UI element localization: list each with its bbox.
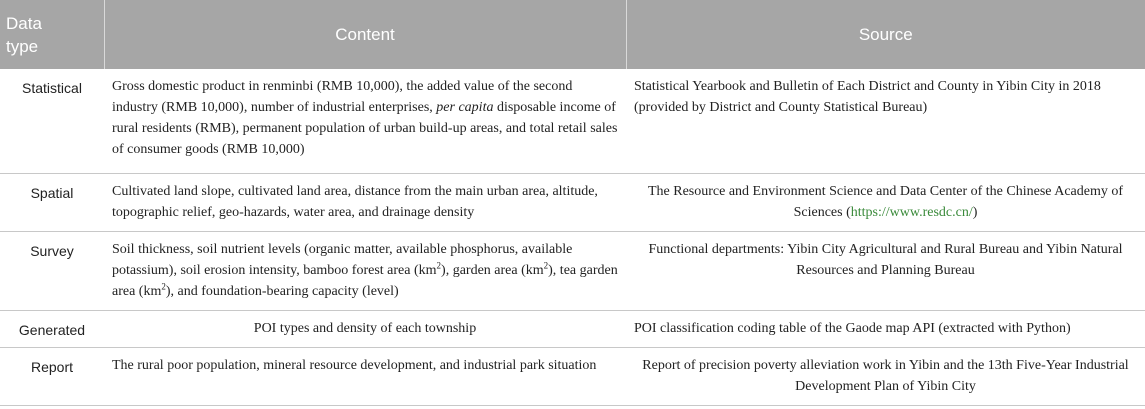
content-part: ), and foundation-bearing capacity (level) (165, 284, 399, 299)
row-type: Report (0, 348, 104, 406)
table-row-survey (0, 232, 1145, 311)
superscript: 2 (161, 281, 166, 292)
source-part: The Resource and Environment Science and Data Center of the Chinese Academy of Sciences ( (647, 184, 1124, 220)
header-content: Content (104, 0, 626, 69)
row-content: Cultivated land slope, cultivated land area, distance from the main urban area, altitude, topographic relief, geo-hazards, water area, and drainage density (104, 174, 626, 232)
row-source: Statistical Yearbook and Bulletin of Each District and County in Yibin City in 2018 (provided by District and County Statistical Bureau) (626, 69, 1145, 174)
row-source (626, 174, 1145, 232)
row-content: The rural poor population, mineral resource development, and industrial park situation (104, 348, 626, 406)
content-part: Gross domestic product in renminbi (RMB 10,000), the added value of the second industry (RMB 10,000), number of industrial enterprises, (112, 79, 573, 115)
row-content (104, 232, 626, 311)
content-part: Soil thickness, soil nutrient levels (organic matter, available phosphorus, available potassium), soil erosion intensity, bamboo forest area (km (112, 242, 573, 278)
header-data-type-line1: Data (6, 13, 42, 33)
header-data-type-line2: type (6, 36, 39, 56)
header-data-type (0, 0, 104, 69)
row-source: Functional departments: Yibin City Agricultural and Rural Bureau and Yibin Natural Resources and Planning Bureau (626, 232, 1145, 311)
content-part: ), garden area (km (441, 263, 544, 278)
table-row-generated (0, 311, 1145, 348)
header-row (0, 0, 1145, 69)
row-type: Statistical (0, 69, 104, 174)
row-type: Generated (0, 311, 104, 348)
row-source: POI classification coding table of the Gaode map API (extracted with Python) (626, 311, 1145, 348)
row-content (104, 69, 626, 174)
table-header (0, 0, 1145, 69)
content-part: ), tea garden area (km (112, 263, 618, 299)
row-content: POI types and density of each township (104, 311, 626, 348)
row-type: Survey (0, 232, 104, 311)
table-row-spatial (0, 174, 1145, 232)
table-row-statistical (0, 69, 1145, 174)
superscript: 2 (436, 260, 442, 271)
header-source: Source (626, 0, 1145, 69)
content-part: disposable income of rural residents (RMB), permanent population of urban build-up areas, and total retail sales of consumer goods (RMB 10,000) (112, 100, 618, 157)
row-source: Report of precision poverty alleviation work in Yibin and the 13th Five-Year Industrial Development Plan of Yibin City (626, 348, 1145, 406)
table-body (0, 69, 1145, 406)
source-part: ) (972, 205, 978, 220)
superscript: 2 (543, 260, 549, 271)
resdc-link[interactable]: https://www.resdc.cn/ (850, 205, 973, 220)
row-type: Spatial (0, 174, 104, 232)
table-row-report (0, 348, 1145, 406)
content-italic: per capita (436, 100, 494, 115)
